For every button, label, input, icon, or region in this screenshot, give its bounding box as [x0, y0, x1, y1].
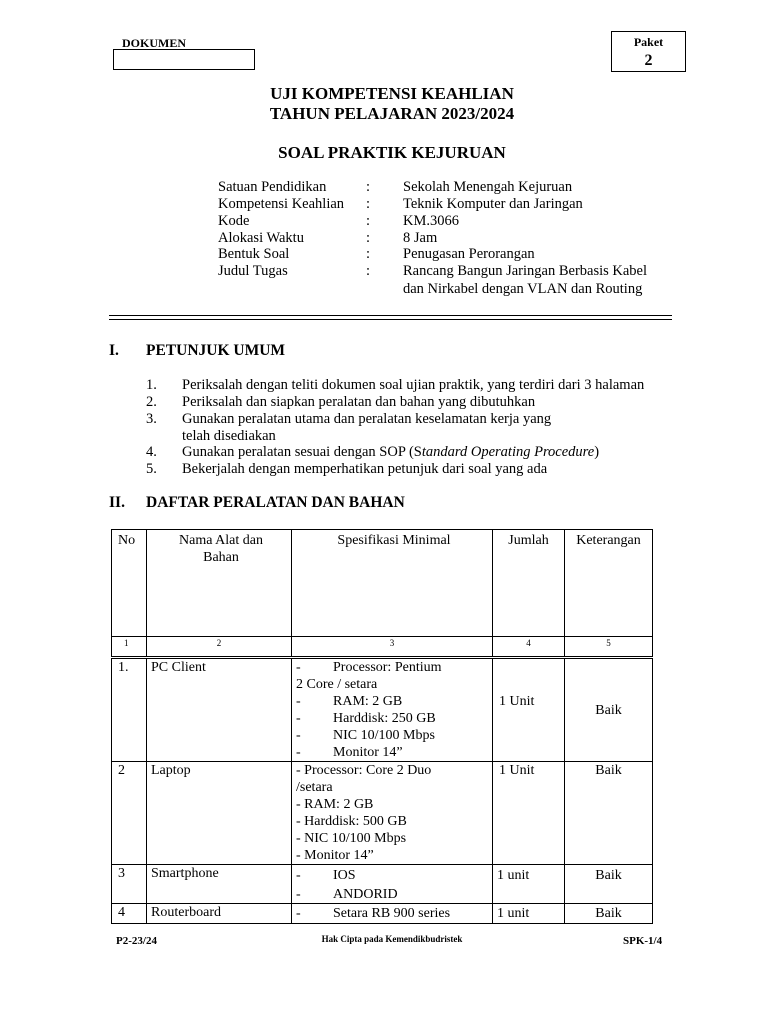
row-name: PC Client	[147, 658, 292, 762]
row-spec: - Processor: Pentium 2 Core / setara - RAM: 2 GB - Harddisk: 250 GB - NIC 10/100 Mbps - Monitor 14”	[292, 658, 493, 762]
section-title: PETUNJUK UMUM	[146, 342, 286, 359]
section-title: DAFTAR PERALATAN DAN BAHAN	[146, 494, 405, 511]
divider-line	[109, 319, 672, 320]
equipment-table	[111, 529, 653, 924]
index-cell: 3	[292, 637, 493, 658]
instruction-number: 4.	[146, 444, 157, 460]
info-value: Sekolah Menengah Kejuruan	[403, 179, 573, 195]
table-row	[112, 865, 653, 904]
instruction-number: 3.	[146, 411, 157, 427]
instruction-text: Gunakan peralatan sesuai dengan SOP (Standard Operating Procedure)	[182, 444, 600, 460]
footer-copyright: Hak Cipta pada Kemendikbudristek	[321, 934, 463, 944]
info-key: Judul Tugas	[218, 263, 288, 279]
info-value: Penugasan Perorangan	[403, 246, 535, 262]
table-row	[112, 658, 653, 762]
instruction-text: Bekerjalah dengan memperhatikan petunjuk dari soal yang ada	[182, 461, 548, 477]
index-cell: 5	[565, 637, 653, 658]
row-no: 1.	[112, 658, 147, 762]
instruction-text: telah disediakan	[182, 428, 276, 444]
info-key: Alokasi Waktu	[218, 230, 304, 246]
row-name: Smartphone	[147, 865, 292, 904]
instruction-number: 1.	[146, 377, 157, 393]
row-note: Baik	[565, 658, 653, 762]
table-row	[112, 762, 653, 865]
row-spec: - Processor: Core 2 Duo /setara - RAM: 2 GB - Harddisk: 500 GB - NIC 10/100 Mbps - Monitor 14”	[292, 762, 493, 865]
table-header-row	[112, 530, 653, 637]
row-note: Baik	[565, 762, 653, 865]
info-colon: :	[366, 213, 371, 229]
header-no: No	[112, 530, 147, 637]
instruction-number: 5.	[146, 461, 157, 477]
info-colon: :	[366, 179, 371, 195]
row-no: 2	[112, 762, 147, 865]
row-note: Baik	[565, 904, 653, 924]
instruction-text: Periksalah dan siapkan peralatan dan bahan yang dibutuhkan	[182, 394, 536, 410]
header-qty: Jumlah	[493, 530, 565, 637]
section-number: II.	[109, 494, 125, 511]
instruction-text: Periksalah dengan teliti dokumen soal ujian praktik, yang terdiri dari 3 halaman	[182, 377, 645, 393]
info-value: KM.3066	[403, 213, 459, 229]
document-label: DOKUMEN	[122, 36, 186, 50]
title-line-2: TAHUN PELAJARAN 2023/2024	[269, 104, 515, 123]
info-key: Satuan Pendidikan	[218, 179, 327, 195]
row-name: Laptop	[147, 762, 292, 865]
info-key: Bentuk Soal	[218, 246, 290, 262]
title-line-3: SOAL PRAKTIK KEJURUAN	[278, 143, 506, 162]
info-colon: :	[366, 246, 371, 262]
divider-line	[109, 315, 672, 316]
footer-page: SPK-1/4	[623, 935, 663, 947]
instruction-text: Gunakan peralatan utama dan peralatan keselamatan kerja yang	[182, 411, 552, 427]
info-value: 8 Jam	[403, 230, 438, 246]
row-qty: 1 unit	[493, 904, 565, 924]
info-colon: :	[366, 230, 371, 246]
header-note: Keterangan	[565, 530, 653, 637]
row-name: Routerboard	[147, 904, 292, 924]
row-qty: 1 unit	[493, 865, 565, 904]
paket-box	[611, 31, 686, 72]
info-value-continued: dan Nirkabel dengan VLAN dan Routing	[403, 281, 643, 297]
info-key: Kode	[218, 213, 250, 229]
row-spec: - IOS - ANDORID	[292, 865, 493, 904]
table-row	[112, 904, 653, 924]
section-number: I.	[109, 342, 119, 359]
document-number-box	[113, 49, 255, 70]
header-name: Nama Alat dan Bahan	[147, 530, 292, 637]
table-index-row	[112, 637, 653, 658]
row-no: 3	[112, 865, 147, 904]
info-key: Kompetensi Keahlian	[218, 196, 345, 212]
info-colon: :	[366, 196, 371, 212]
info-value: Teknik Komputer dan Jaringan	[403, 196, 583, 212]
info-colon: :	[366, 263, 371, 279]
index-cell: 2	[147, 637, 292, 658]
paket-number: 2	[644, 52, 653, 69]
index-cell: 1	[112, 637, 147, 658]
row-note: Baik	[565, 865, 653, 904]
row-spec: - Setara RB 900 series	[292, 904, 493, 924]
info-value: Rancang Bangun Jaringan Berbasis Kabel	[403, 263, 648, 279]
instruction-number: 2.	[146, 394, 157, 410]
row-qty: 1 Unit	[493, 762, 565, 865]
title-line-1: UJI KOMPETENSI KEAHLIAN	[270, 84, 514, 103]
row-qty: 1 Unit	[493, 658, 565, 762]
header-spec: Spesifikasi Minimal	[292, 530, 493, 637]
index-cell: 4	[493, 637, 565, 658]
row-no: 4	[112, 904, 147, 924]
footer-code: P2-23/24	[116, 935, 157, 947]
paket-label: Paket	[633, 35, 664, 49]
